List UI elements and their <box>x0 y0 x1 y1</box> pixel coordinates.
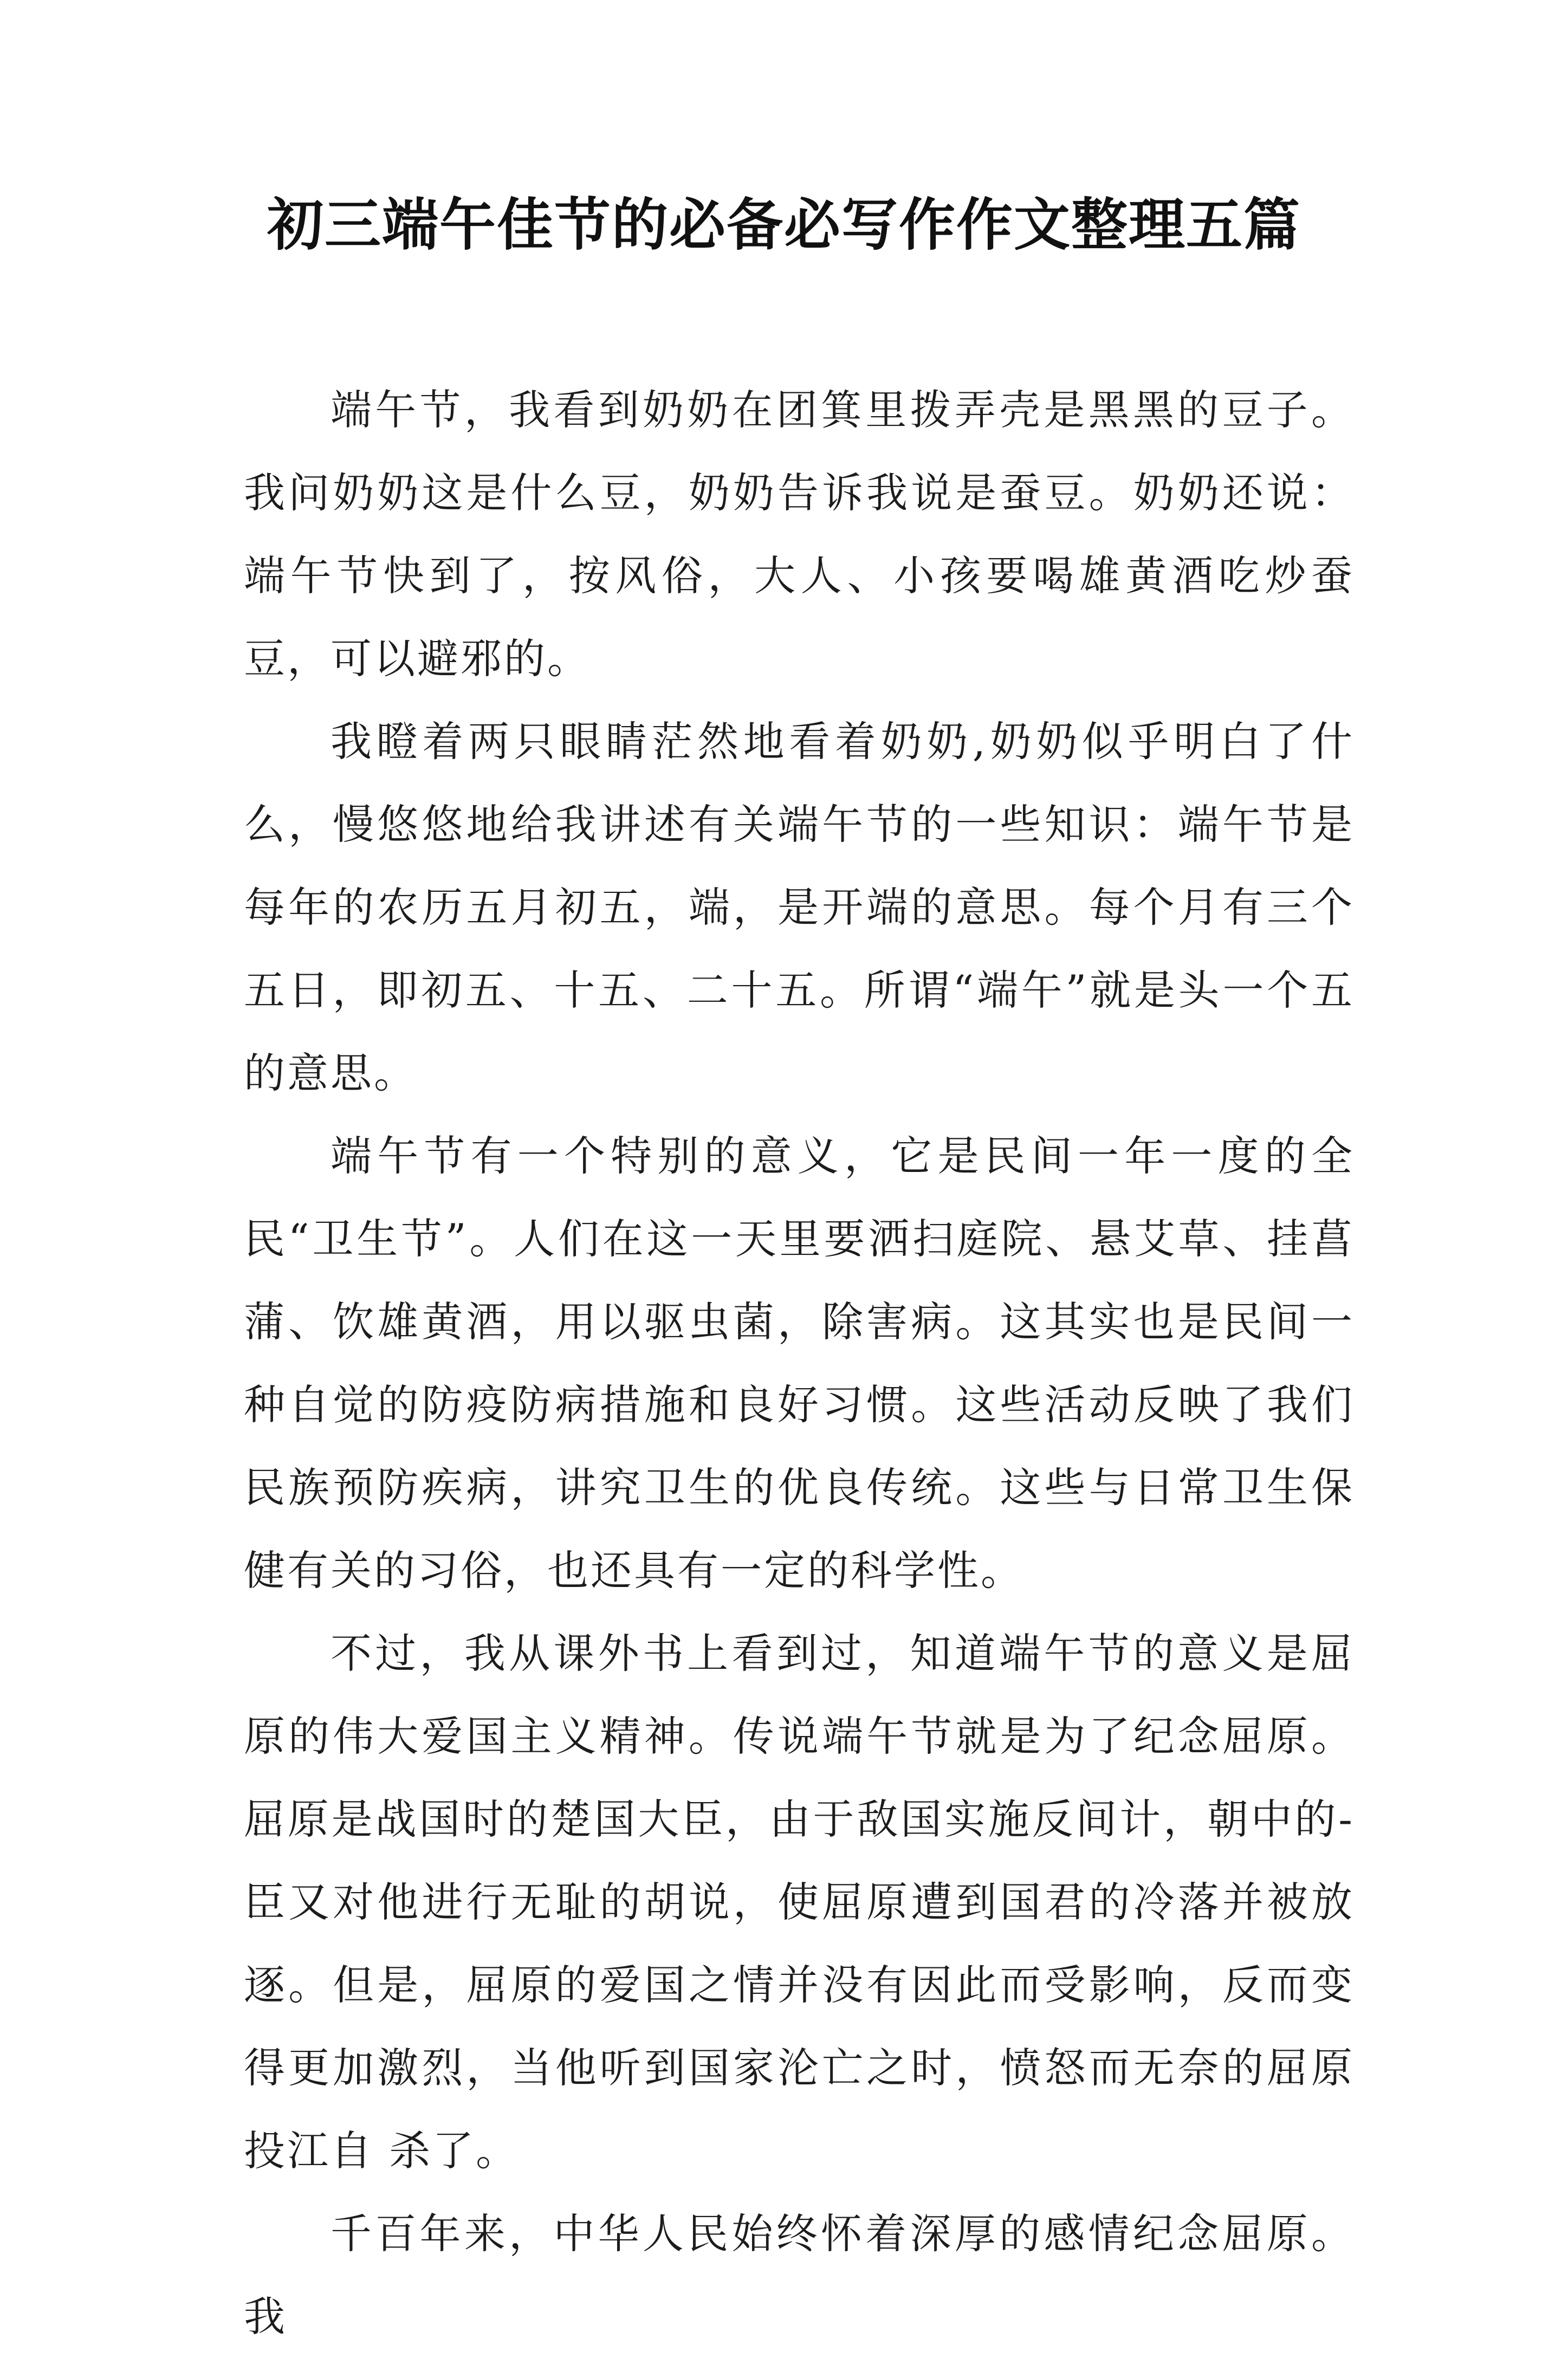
paragraph: 千百年来，中华人民始终怀着深厚的感情纪念屈原。我 <box>244 2210 1355 2341</box>
document-body <box>244 368 1355 2358</box>
paragraph: 端午节，我看到奶奶在团箕里拨弄壳是黑黑的豆子。我问奶奶这是什么豆，奶奶告诉我说是蚕豆。奶奶还说：端午节快到了，按风俗，大人、小孩要喝雄黄酒吃炒蚕豆，可以避邪的。 <box>244 386 1355 683</box>
paragraph: 端午节有一个特别的意义，它是民间一年一度的全民“卫生节”。人们在这一天里要洒扫庭院、悬艾草、挂菖蒲、饮雄黄酒，用以驱虫菌，除害病。这其实也是民间一种自觉的防疫防病措施和良好习惯。这些活动反映了我们民族预防疾病，讲究卫生的优良传统。这些与日常卫生保健有关的习俗，也还具有一定的科学性。 <box>244 1132 1355 1595</box>
paragraph: 我瞪着两只眼睛茫然地看着奶奶,奶奶似乎明白了什么，慢悠悠地给我讲述有关端午节的一些知识：端午节是每年的农历五月初五，端，是开端的意思。每个月有三个五日，即初五、十五、二十五。所谓“端午”就是头一个五的意思。 <box>244 717 1355 1097</box>
document-title: 初三端午佳节的必备必写作作文整理五篇 <box>267 191 1301 258</box>
paragraph: 不过，我从课外书上看到过，知道端午节的意义是屈原的伟大爱国主义精神。传说端午节就是为了纪念屈原。屈原是战国时的楚国大臣，由于敌国实施反间计，朝中的-臣又对他进行无耻的胡说，使屈原遭到国君的冷落并被放逐。但是，屈原的爱国之情并没有因此而受影响，反而变得更加激烈，当他听到国家沦亡之时，愤怒而无奈的屈原投江自 杀了。 <box>244 1629 1355 2175</box>
